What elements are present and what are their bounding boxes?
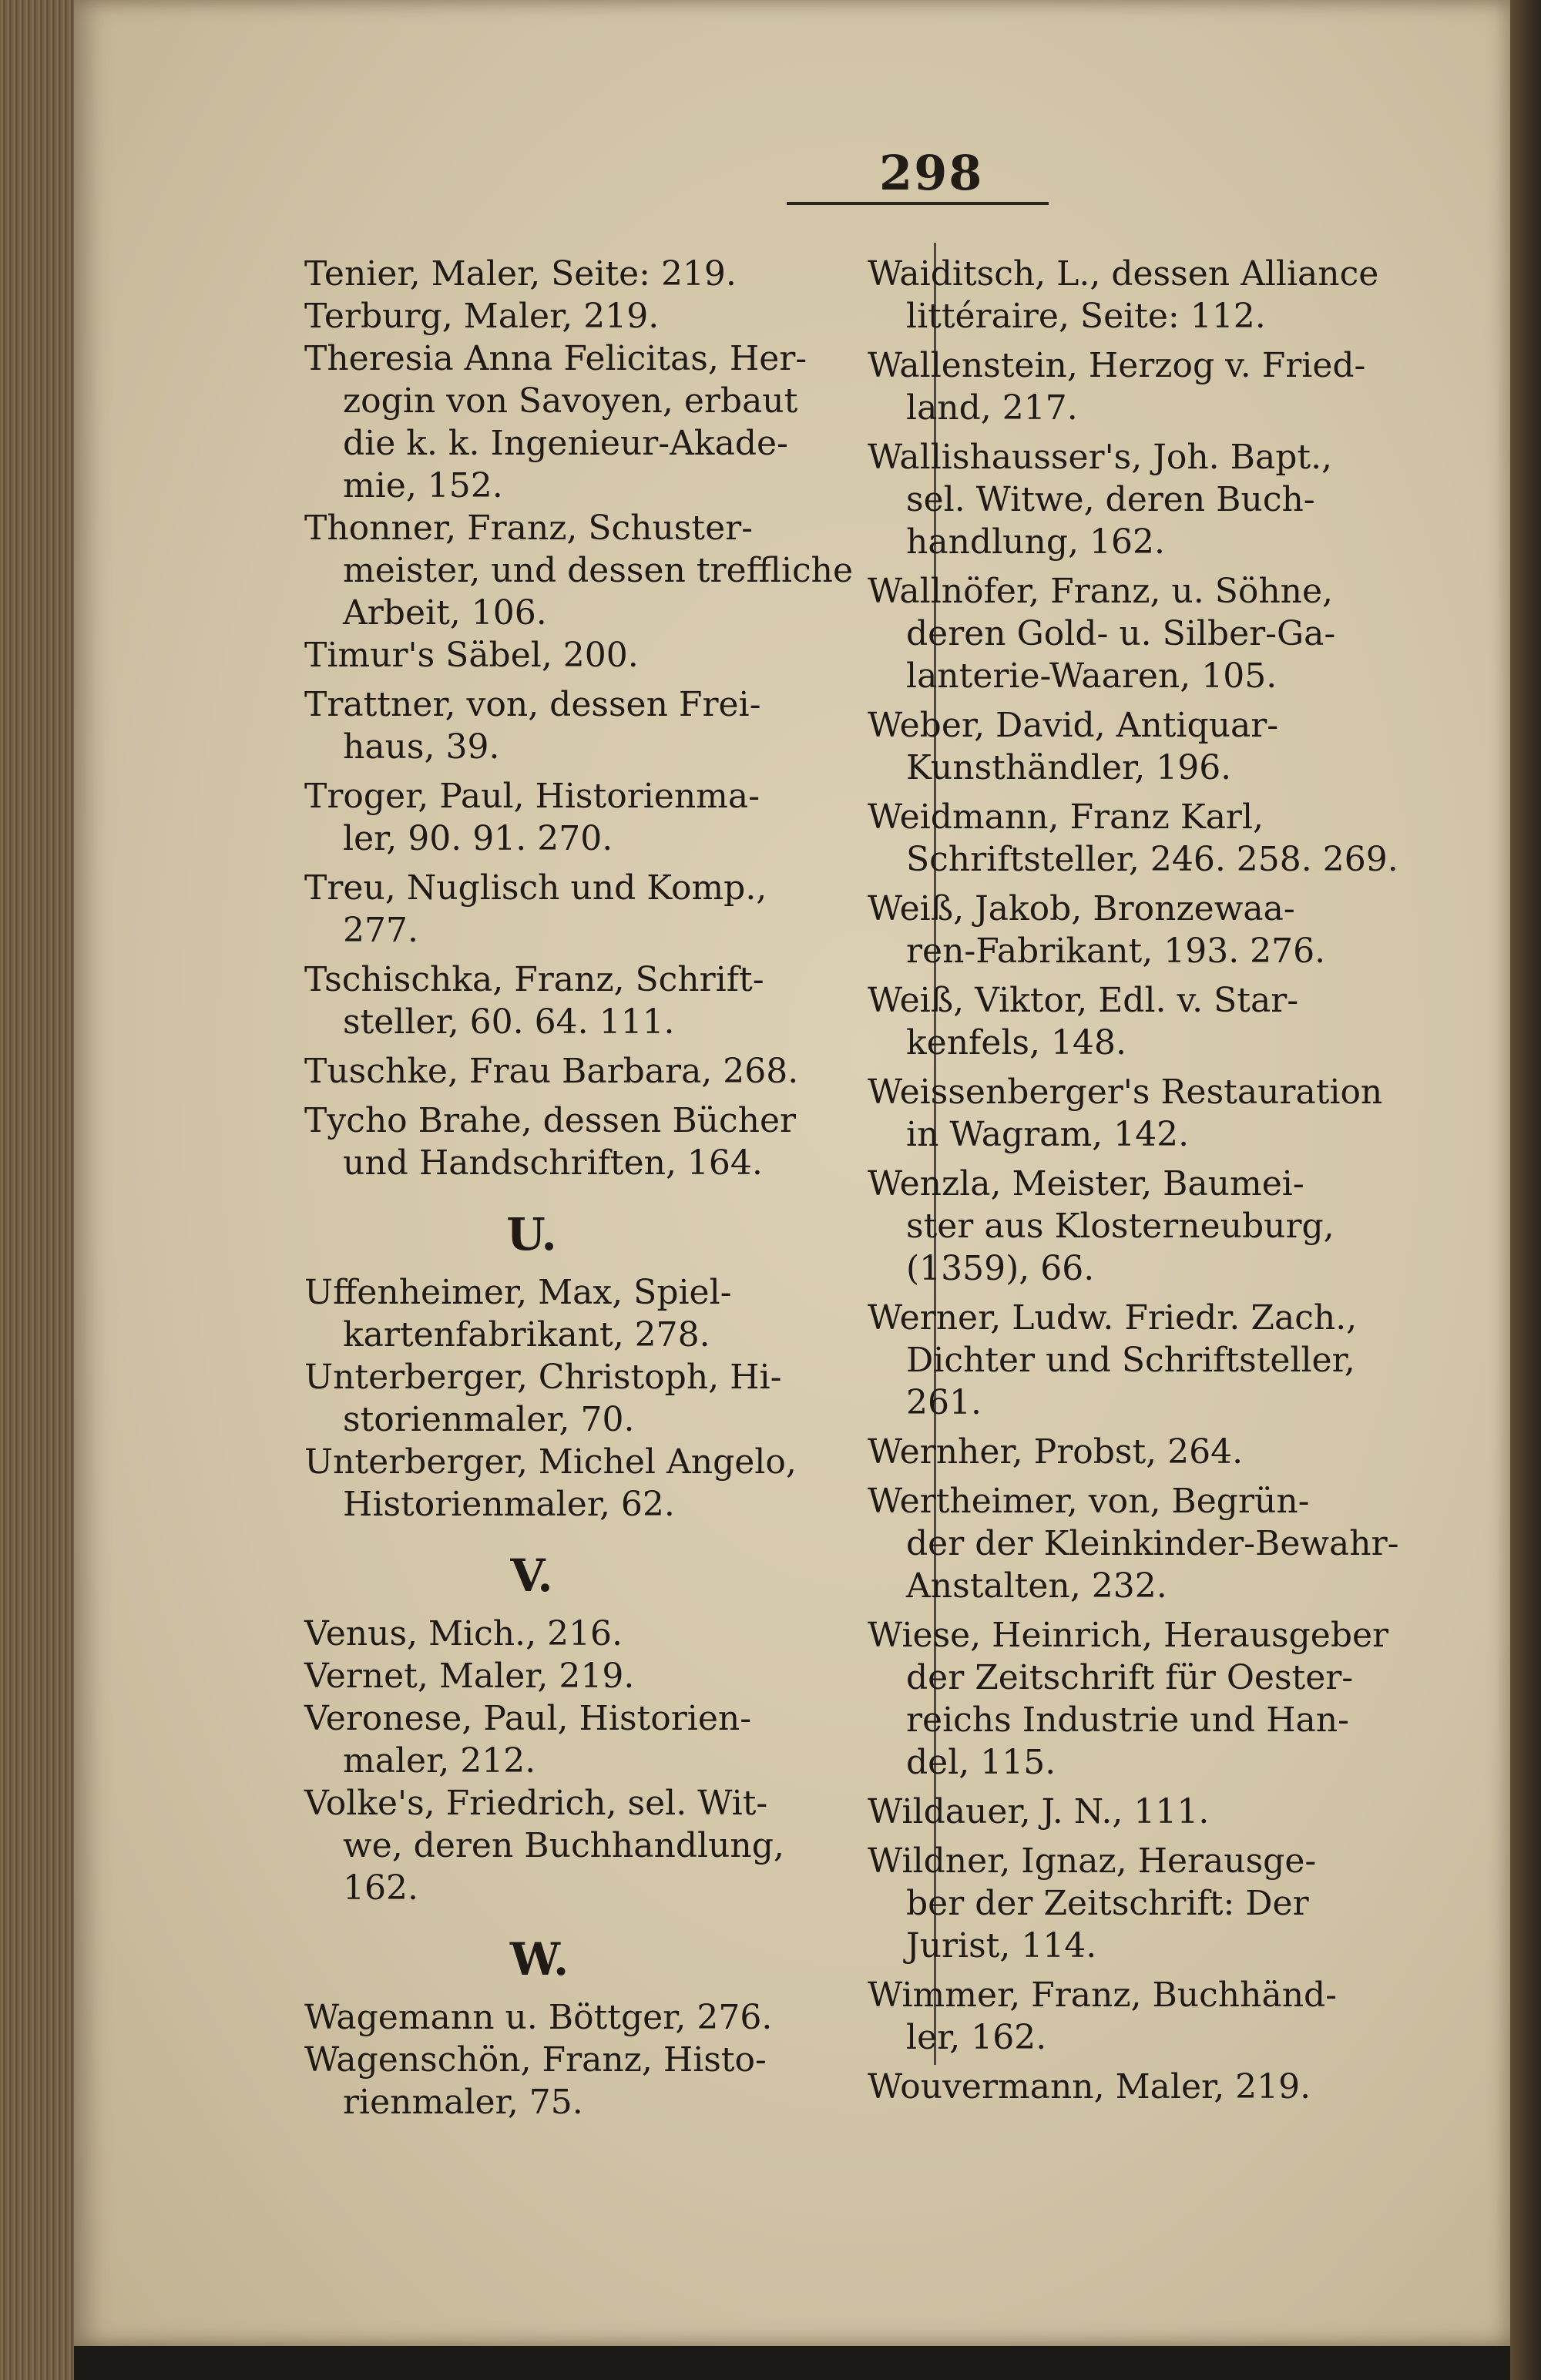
index-entry-continuation: 162. xyxy=(343,1868,418,1908)
index-entry xyxy=(304,295,851,337)
index-entry-head: Weissenberger's Restauration xyxy=(868,1073,1383,1112)
index-entry-head: Wildauer, J. N., 111. xyxy=(868,1792,1210,1831)
index-entry xyxy=(868,253,1422,337)
index-entry-continuation: del, 115. xyxy=(906,1743,1056,1782)
index-entry xyxy=(304,1050,851,1093)
index-entry-head: Wimmer, Franz, Buchhänd- xyxy=(868,1976,1338,2015)
index-entry xyxy=(304,253,851,295)
index-entry-head: Wallishausser's, Joh. Bapt., xyxy=(868,438,1333,477)
index-entry xyxy=(304,1271,851,1356)
index-entry-head: Trattner, von, dessen Frei- xyxy=(304,685,761,724)
index-entry-head: Troger, Paul, Historienma- xyxy=(304,777,760,816)
index-entry-continuation: Jurist, 114. xyxy=(906,1926,1097,1965)
index-entry-head: Weber, David, Antiquar- xyxy=(868,706,1279,745)
index-entry-continuation: mie, 152. xyxy=(343,466,503,505)
index-entry-head: Wildner, Ignaz, Herausge- xyxy=(868,1841,1317,1881)
index-entry-head: Uffenheimer, Max, Spiel- xyxy=(304,1273,732,1312)
index-entry xyxy=(868,1480,1422,1607)
index-group-w xyxy=(304,1996,851,2123)
index-entry xyxy=(304,337,851,507)
section-letter-w: W. xyxy=(509,1933,569,1986)
index-entry xyxy=(868,2066,1422,2108)
index-entry xyxy=(304,1782,851,1909)
index-entry-head: Treu, Nuglisch und Komp., xyxy=(304,868,767,908)
book-fore-edge-left xyxy=(0,0,74,2380)
index-entry xyxy=(868,1840,1422,1967)
index-entry-continuation: Arbeit, 106. xyxy=(343,593,547,633)
index-entry-continuation: der Zeitschrift für Oester- xyxy=(906,1658,1354,1697)
index-entry-head: Weiß, Jakob, Bronzewaa- xyxy=(868,889,1295,928)
index-entry-continuation: Dichter und Schriftsteller, xyxy=(906,1341,1355,1380)
index-entry xyxy=(868,1297,1422,1424)
index-entry-head: Wouvermann, Maler, 219. xyxy=(868,2067,1311,2106)
index-entry-continuation: ster aus Klosterneuburg, xyxy=(906,1207,1335,1246)
index-entry xyxy=(304,958,851,1043)
index-entry-continuation: meister, und dessen treffliche xyxy=(343,551,854,590)
index-entry-head: Wagenschön, Franz, Histo- xyxy=(304,2040,767,2080)
index-entry xyxy=(304,2039,851,2123)
index-group-w-continued xyxy=(868,253,1422,2108)
index-entry xyxy=(868,704,1422,789)
index-entry-continuation: ler, 90. 91. 270. xyxy=(343,819,613,858)
index-entry-continuation: steller, 60. 64. 111. xyxy=(343,1002,675,1042)
index-entry xyxy=(868,1614,1422,1784)
index-entry-head: Werner, Ludw. Friedr. Zach., xyxy=(868,1298,1358,1338)
index-entry xyxy=(304,1441,851,1526)
index-entry-continuation: (1359), 66. xyxy=(906,1249,1095,1288)
index-entry-continuation: littéraire, Seite: 112. xyxy=(906,297,1266,336)
index-entry-head: Volke's, Friedrich, sel. Wit- xyxy=(304,1784,768,1823)
index-entry xyxy=(868,344,1422,429)
index-entry-continuation: kartenfabrikant, 278. xyxy=(343,1315,710,1354)
index-entry xyxy=(868,796,1422,881)
index-entry-continuation: we, deren Buchhandlung, xyxy=(343,1826,784,1865)
book-edge-right xyxy=(1510,0,1541,2380)
index-entry-continuation: maler, 212. xyxy=(343,1741,536,1781)
index-entry-continuation: Kunsthändler, 196. xyxy=(906,748,1232,787)
index-entry xyxy=(304,1697,851,1782)
index-entry-head: Tschischka, Franz, Schrift- xyxy=(304,960,764,999)
index-entry-continuation: reichs Industrie und Han- xyxy=(906,1700,1349,1740)
index-entry-head: Tenier, Maler, Seite: 219. xyxy=(304,254,737,294)
index-entry-continuation: und Handschriften, 164. xyxy=(343,1143,763,1183)
index-entry-continuation: kenfels, 148. xyxy=(906,1023,1126,1062)
section-letter-v: V. xyxy=(510,1549,553,1602)
index-group-v xyxy=(304,1613,851,1909)
right-column xyxy=(868,253,1422,2108)
index-entry xyxy=(304,1655,851,1697)
index-entry-continuation: ren-Fabrikant, 193. 276. xyxy=(906,932,1326,971)
index-entry-head: Wiese, Heinrich, Herausgeber xyxy=(868,1616,1389,1655)
index-entry-continuation: storienmaler, 70. xyxy=(343,1400,635,1439)
index-entry xyxy=(868,979,1422,1064)
index-entry xyxy=(304,1099,851,1184)
index-entry-head: Weidmann, Franz Karl, xyxy=(868,797,1264,837)
index-entry-continuation: zogin von Savoyen, erbaut xyxy=(343,381,798,421)
index-entry-head: Wallenstein, Herzog v. Fried- xyxy=(868,346,1366,385)
index-entry-head: Vernet, Maler, 219. xyxy=(304,1657,635,1696)
index-entry xyxy=(304,1996,851,2039)
index-entry-continuation: Anstalten, 232. xyxy=(906,1566,1167,1606)
index-entry-continuation: land, 217. xyxy=(906,388,1078,428)
index-entry-continuation: 261. xyxy=(906,1383,982,1422)
index-entry-head: Venus, Mich., 216. xyxy=(304,1614,623,1653)
index-entry-continuation: sel. Witwe, deren Buch- xyxy=(906,480,1315,519)
index-entry-continuation: lanterie-Waaren, 105. xyxy=(906,656,1277,696)
index-group-t xyxy=(304,253,854,1184)
index-entry xyxy=(868,436,1422,563)
index-entry xyxy=(868,1071,1422,1156)
index-entry-head: Wertheimer, von, Begrün- xyxy=(868,1482,1310,1521)
index-entry xyxy=(868,1431,1422,1473)
index-entry-head: Tuschke, Frau Barbara, 268. xyxy=(304,1052,799,1091)
index-entry xyxy=(868,1791,1422,1833)
index-entry xyxy=(868,570,1422,697)
index-entry-continuation: in Wagram, 142. xyxy=(906,1115,1190,1154)
index-entry-head: Wenzla, Meister, Baumei- xyxy=(868,1164,1304,1203)
section-letter-u: U. xyxy=(506,1208,557,1260)
index-entry-head: Unterberger, Michel Angelo, xyxy=(304,1442,797,1482)
index-entry-continuation: 277. xyxy=(343,911,418,950)
index-entry-head: Unterberger, Christoph, Hi- xyxy=(304,1358,782,1397)
index-entry-head: Theresia Anna Felicitas, Her- xyxy=(304,339,807,378)
index-entry-head: Timur's Säbel, 200. xyxy=(304,636,639,675)
index-entry-head: Terburg, Maler, 219. xyxy=(304,297,660,336)
index-entry-continuation: der der Kleinkinder-Bewahr- xyxy=(906,1524,1399,1563)
index-entry-head: Veronese, Paul, Historien- xyxy=(304,1699,752,1738)
index-entry-continuation: ler, 162. xyxy=(906,2018,1047,2057)
index-entry xyxy=(304,1356,851,1441)
index-entry xyxy=(868,1163,1422,1290)
index-entry xyxy=(304,507,854,634)
index-entry xyxy=(304,683,851,768)
index-entry-head: Waiditsch, L., dessen Alliance xyxy=(868,254,1379,294)
index-entry-continuation: Historienmaler, 62. xyxy=(343,1485,675,1524)
index-entry xyxy=(868,888,1422,972)
index-entry-continuation: rienmaler, 75. xyxy=(343,2083,583,2122)
index-entry-head: Wagemann u. Böttger, 276. xyxy=(304,1998,773,2037)
index-entry-continuation: ber der Zeitschrift: Der xyxy=(906,1884,1309,1923)
index-entry xyxy=(304,1613,851,1655)
index-entry-continuation: die k. k. Ingenieur-Akade- xyxy=(343,424,788,463)
index-entry xyxy=(304,775,851,860)
index-entry-head: Tycho Brahe, dessen Bücher xyxy=(304,1101,797,1140)
page-number: 298 xyxy=(879,145,984,201)
header-rule xyxy=(787,202,1049,205)
index-entry-continuation: haus, 39. xyxy=(343,727,500,767)
index-entry xyxy=(868,1974,1422,2059)
index-entry-head: Wallnöfer, Franz, u. Söhne, xyxy=(868,572,1334,611)
index-entry xyxy=(304,867,851,952)
index-group-u xyxy=(304,1271,851,1526)
index-entry-head: Thonner, Franz, Schuster- xyxy=(304,509,754,548)
index-entry-head: Weiß, Viktor, Edl. v. Star- xyxy=(868,981,1299,1020)
index-entry-continuation: handlung, 162. xyxy=(906,522,1165,562)
index-entry-continuation: Schriftsteller, 246. 258. 269. xyxy=(906,840,1398,879)
index-entry-head: Wernher, Probst, 264. xyxy=(868,1432,1244,1472)
index-entry xyxy=(304,634,851,676)
index-entry-continuation: deren Gold- u. Silber-Ga- xyxy=(906,614,1336,653)
left-column xyxy=(304,253,854,2123)
